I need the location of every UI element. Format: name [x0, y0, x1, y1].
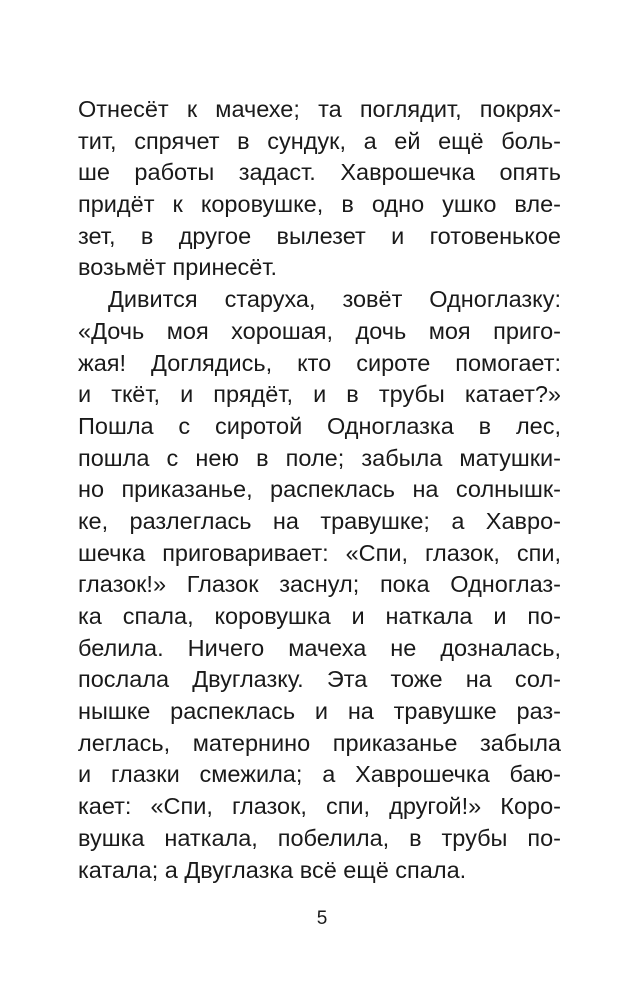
text-line: но приказанье, распеклась на солнышк-: [78, 476, 561, 503]
text-line: Пошла с сиротой Одноглазка в лес,: [78, 412, 561, 439]
text-line: послала Двуглазку. Эта тоже на сол-: [78, 666, 561, 693]
text-line: и глазки смежила; а Хаврошечка баю-: [78, 761, 561, 788]
text-line: ше работы задаст. Хаврошечка опять: [78, 159, 561, 186]
text-line: Дивится старуха, зовёт Одноглазку:: [108, 286, 561, 313]
text-line: кает: «Спи, глазок, спи, другой!» Коро-: [78, 793, 561, 820]
text-line: придёт к коровушке, в одно ушко вле-: [78, 191, 561, 218]
text-line: «Дочь моя хорошая, дочь моя приго-: [78, 317, 561, 344]
text-line: ке, разлеглась на травушке; а Хавро-: [78, 507, 561, 534]
text-line: Отнесёт к мачехе; та поглядит, покрях-: [78, 96, 561, 122]
text-line: возьмёт принесёт.: [78, 254, 278, 281]
text-line: и ткёт, и прядёт, и в трубы катает?»: [78, 381, 561, 408]
text-line: шечка приговаривает: «Спи, глазок, спи,: [78, 539, 561, 566]
text-line: ка спала, коровушка и наткала и по-: [78, 603, 561, 629]
body-text: [78, 94, 561, 886]
text-line: тит, спрячет в сундук, а ей ещё боль-: [78, 127, 561, 154]
paragraph: [78, 284, 561, 886]
text-line: катала; а Двуглазка всё ещё спала.: [78, 856, 467, 883]
text-line: белила. Ничего мачеха не дозналась,: [78, 634, 561, 661]
page-number: 5: [316, 908, 328, 929]
text-line: леглась, матернино приказанье забыла: [78, 729, 561, 756]
text-line: жая! Доглядись, кто сироте помогает:: [78, 349, 561, 376]
text-line: зет, в другое вылезет и готовенькое: [78, 222, 561, 249]
text-line: пошла с нею в поле; забыла матушки-: [78, 444, 561, 471]
paragraph: [78, 94, 561, 284]
text-line: глазок!» Глазок заснул; пока Одноглаз-: [78, 571, 561, 598]
text-line: вушка наткала, побелила, в трубы по-: [78, 824, 561, 851]
text-line: нышке распеклась и на травушке раз-: [78, 698, 561, 725]
